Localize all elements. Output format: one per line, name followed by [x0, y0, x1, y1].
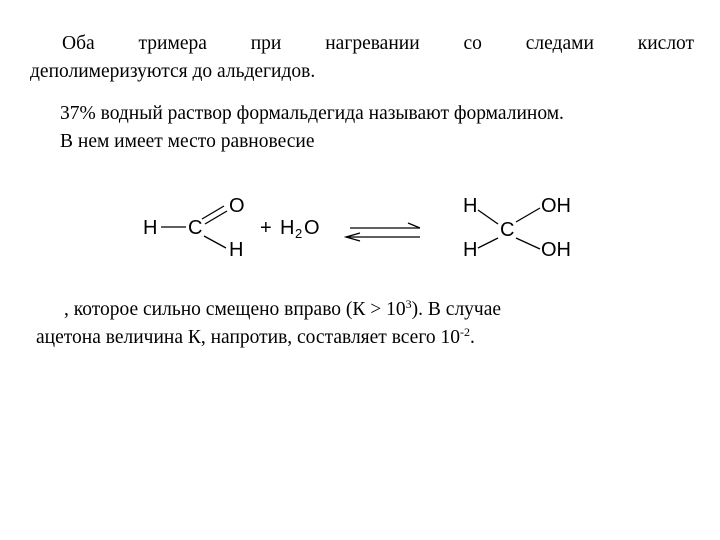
bond-h-top-c — [478, 210, 498, 224]
paragraph-equilibrium-line-1 — [36, 296, 676, 324]
equilibrium-reaction-diagram — [130, 186, 600, 266]
text-fragment: , которое сильно смещено вправо (К — [64, 299, 366, 320]
diol-carbon: C — [500, 219, 515, 241]
word: кислот — [637, 33, 695, 54]
water-o: O — [304, 217, 320, 239]
word: при — [250, 33, 282, 54]
paragraph-formalin-line-1: 37% водный раствор формальдегида называют формалином. — [60, 103, 564, 124]
bond-h-bottom-c — [478, 238, 498, 248]
formaldehyde-carbon: C — [188, 217, 203, 239]
paragraph-equilibrium-constant — [36, 296, 676, 352]
paragraph-trimers-line-1 — [30, 30, 694, 58]
water-subscript: 2 — [295, 226, 303, 241]
paragraph-formalin — [60, 100, 700, 156]
plus-sign: + — [260, 217, 272, 239]
diol-oh-bottom: OH — [541, 239, 571, 261]
paragraph-equilibrium-line-2 — [36, 324, 676, 352]
bond-c-oh-top — [516, 208, 540, 222]
double-bond-c-o-a — [202, 206, 224, 219]
superscript-exponent: 3 — [405, 297, 412, 311]
word: нагревании — [325, 33, 420, 54]
word: тримера — [138, 33, 207, 54]
text-fragment: 10 — [386, 299, 406, 320]
word: со — [463, 33, 482, 54]
water-h: H — [280, 217, 295, 239]
bond-c-h-bottom — [204, 236, 226, 248]
diol-oh-top: OH — [541, 195, 571, 217]
forward-arrow-head — [408, 223, 420, 228]
text-fragment: . — [469, 327, 475, 348]
paragraph-trimers — [30, 30, 694, 86]
word: Оба — [62, 33, 95, 54]
diol-h-top: H — [463, 195, 478, 217]
paragraph-formalin-line-2: В нем имеет место равновесие — [60, 131, 315, 152]
formaldehyde-h-bottom: H — [229, 239, 244, 261]
superscript-exponent: -2 — [459, 325, 470, 339]
text-fragment: ацетона величина К, напротив, составляет всего 10 — [36, 327, 460, 348]
greater-than-sign: > — [370, 299, 382, 320]
double-bond-c-o-b — [205, 211, 227, 224]
formaldehyde-h-left: H — [143, 217, 158, 239]
diol-h-bottom: H — [463, 239, 478, 261]
paragraph-trimers-line-2: деполимеризуются до альдегидов. — [30, 61, 316, 82]
formaldehyde-oxygen: O — [229, 195, 245, 217]
text-fragment: ). В случае — [411, 299, 502, 320]
bond-c-oh-bottom — [516, 238, 540, 249]
word: следами — [525, 33, 594, 54]
